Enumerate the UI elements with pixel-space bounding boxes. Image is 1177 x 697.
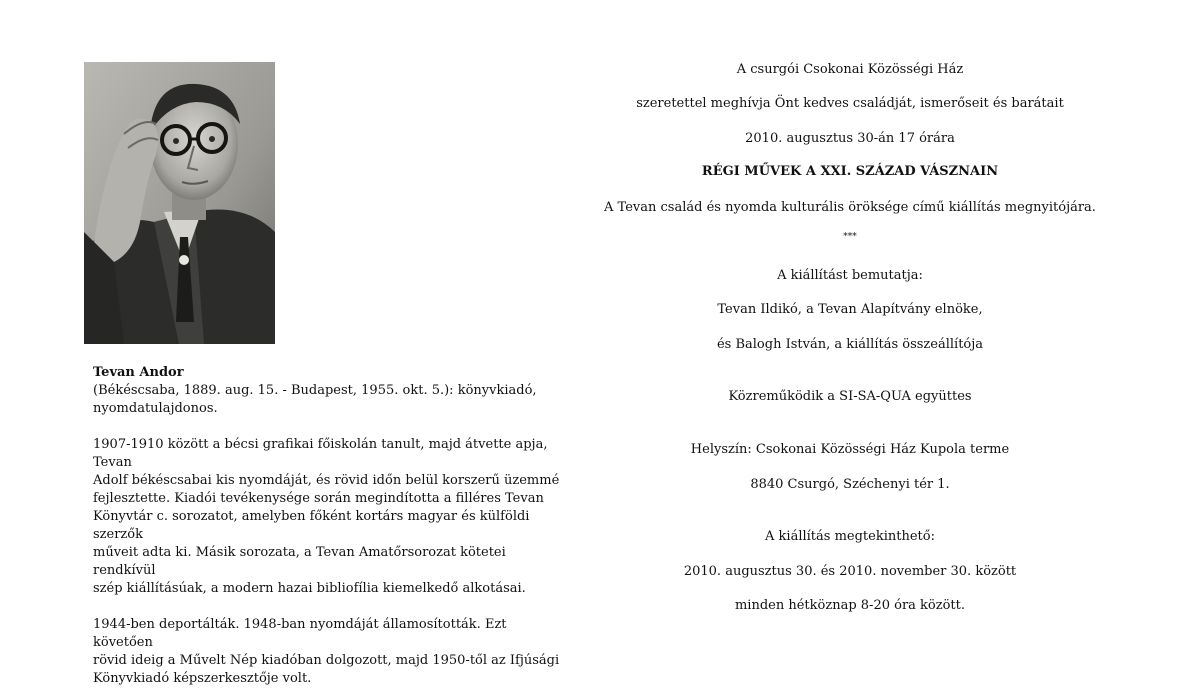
opening-hours: minden hétköznap 8-20 óra között. (734, 598, 966, 613)
invitation-host: A csurgói Csokonai Közösségi Ház (736, 62, 964, 77)
bio-dates-line: (Békéscsaba, 1889. aug. 15. - Budapest, 1955. okt. 5.): könyvkiadó, (93, 383, 537, 398)
biography (93, 364, 563, 688)
bio-paragraph-2 (93, 616, 563, 688)
bio-paragraph-1 (93, 436, 563, 598)
viewable-label: A kiállítás megtekinthető: (765, 529, 935, 544)
invitation-datetime: 2010. augusztus 30-án 17 órára (745, 131, 955, 146)
bio-line: műveit adta ki. Másik sorozata, a Tevan Amatőrsorozat kötetei rendkívül (93, 545, 506, 578)
bio-dates-line: nyomdatulajdonos. (93, 401, 218, 416)
presented-by: A kiállítást bemutatja: (777, 268, 923, 283)
bio-line: fejlesztette. Kiadói tevékenysége során megindította a filléres Tevan (93, 491, 544, 506)
bio-line: 1907-1910 között a bécsi grafikai főiskolán tanult, majd átvette apja, Tevan (93, 437, 548, 470)
bio-line: szép kiállításúak, a modern hazai bibliofília kiemelkedő alkotásai. (93, 581, 526, 596)
exhibition-subtitle: A Tevan család és nyomda kulturális öröksége című kiállítás megnyitójára. (604, 200, 1096, 215)
music-credit: Közreműködik a SI-SA-QUA együttes (728, 389, 972, 404)
exhibition-period: 2010. augusztus 30. és 2010. november 30. között (683, 564, 1017, 579)
bio-line: Könyvkiadó képszerkesztője volt. (93, 671, 312, 686)
presenter-1: Tevan Ildikó, a Tevan Alapítvány elnöke, (717, 302, 983, 317)
bio-line: 1944-ben deportálták. 1948-ban nyomdáját államosították. Ezt követően (93, 617, 507, 650)
bio-line: Könyvtár c. sorozatot, amelyben főként kortárs magyar és külföldi szerzők (93, 509, 530, 542)
portrait-photo (84, 62, 275, 344)
exhibition-title: RÉGI MŰVEK A XXI. SZÁZAD VÁSZNAIN (701, 164, 999, 179)
bio-line: Adolf békéscsabai kis nyomdáját, és rövid időn belül korszerű üzemmé (93, 473, 560, 488)
bio-line: rövid ideig a Művelt Nép kiadóban dolgozott, majd 1950-től az Ifjúsági (93, 653, 560, 668)
presenter-2: és Balogh István, a kiállítás összeállítója (716, 337, 984, 352)
invitation-text: szeretettel meghívja Önt kedves családját, ismerőseit és barátait (636, 96, 1064, 111)
address: 8840 Csurgó, Széchenyi tér 1. (750, 477, 950, 492)
bio-name: Tevan Andor (93, 365, 184, 380)
separator: *** (843, 232, 857, 242)
venue: Helyszín: Csokonai Közösségi Ház Kupola terme (690, 442, 1010, 457)
